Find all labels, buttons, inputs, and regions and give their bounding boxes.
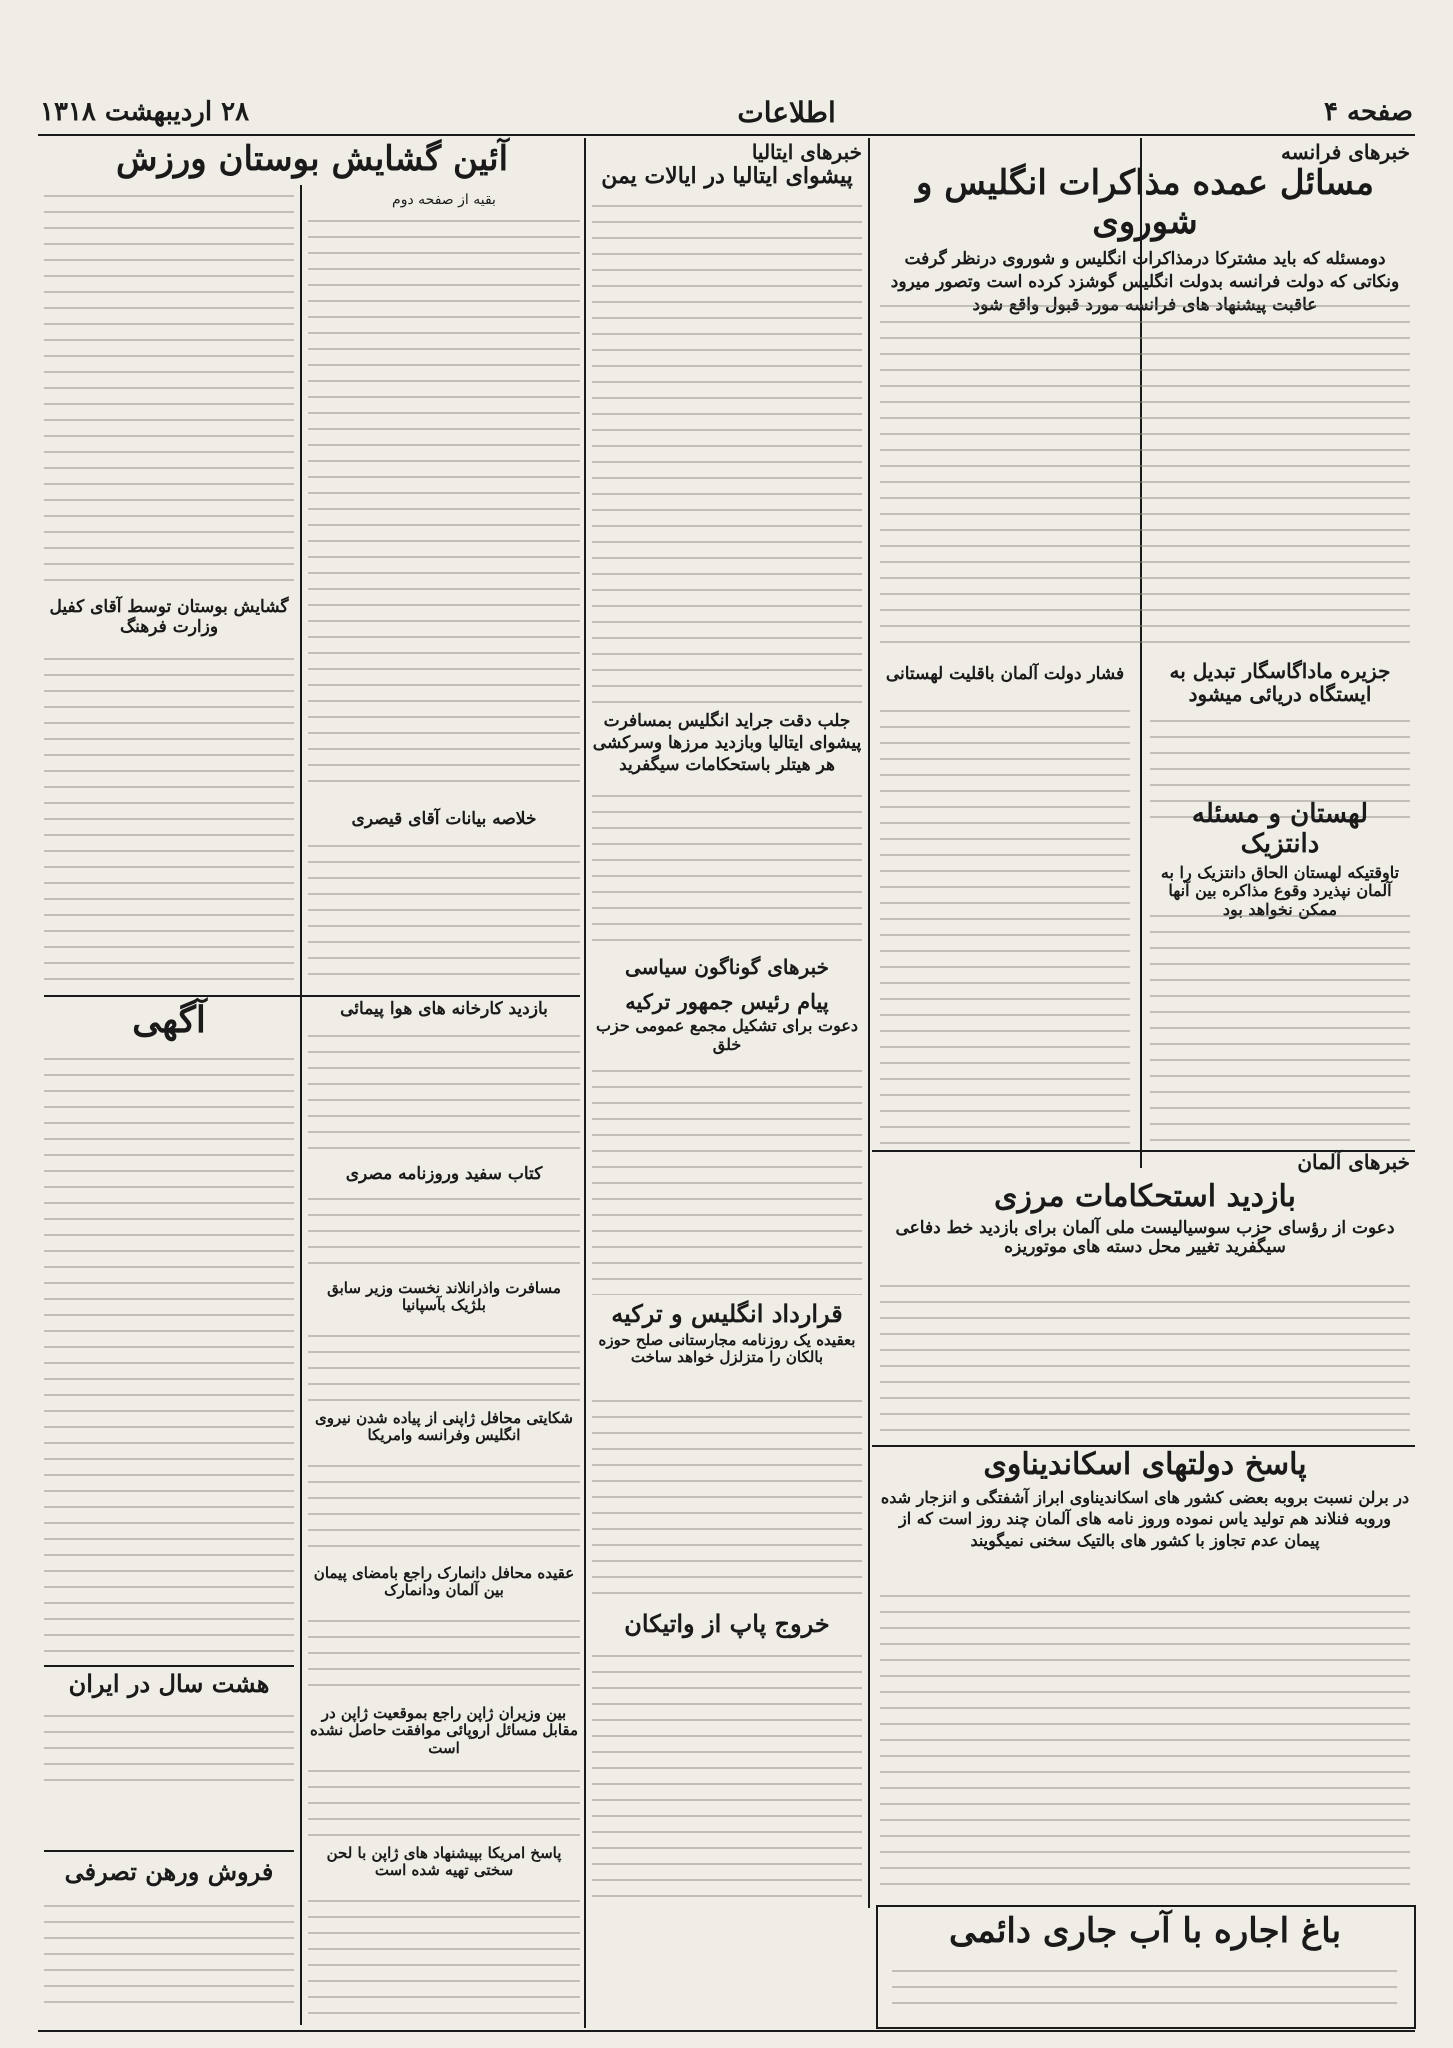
article-body [44,658,294,988]
garden-ad-title [880,1912,1410,1962]
minister-section [308,1705,580,1765]
headline: پیام رئیس جمهور ترکیه [625,989,829,1014]
subhead: دعوت برای تشکیل مجمع عمومی حزب خلق [595,1016,859,1054]
article-body [44,1715,294,1785]
article-body [308,1035,580,1160]
article-body [1150,915,1410,1145]
headline: پیشوای ایتالیا در ایالات یمن [601,163,853,189]
island-section [1150,660,1410,720]
headline: بازدید کارخانه های هوا پیمائی [340,999,548,1019]
pope-section [592,1610,862,1650]
subhead: در برلن نسبت بروبه بعضی کشور های اسکاندیناوی ابراز آشفتگی و انزجار شده وروبه فنلاند هم تولید یاس نموده وروز نامه های آلمان چند روز است که از پیمان عدم تجاوز با کشور های بالتیک سخنی نمیگویند [880,1487,1410,1550]
sport-continued [308,192,580,216]
section-rule [44,1665,294,1667]
headline: هشت سال در ایران [68,1669,270,1698]
headline: گشایش بوستان توسط آقای کفیل وزارت فرهنگ [49,597,289,637]
scandinavia-section [880,1448,1410,1588]
article-body [44,1058,294,1658]
column-divider [300,185,302,2025]
masthead-rule [38,134,1415,136]
headline: بین وزیران ژاپن راجع بموقعیت ژاپن در مقابل مسائل اروپائی موافقت حاصل نشده است [309,1704,579,1757]
continued-note: بقیه از صفحه دوم [392,192,496,208]
headline: شکایتی محافل ژاپنی از پیاده شدن نیروی انگلیس وفرانسه وامریکا [314,1409,574,1445]
germany-section [880,1150,1410,1280]
section-tag: خبرهای گوناگون سیاسی [624,955,830,979]
headline: بازدید استحکامات مرزی [994,1179,1296,1214]
subhead: تاوقتیکه لهستان الحاق دانتزیک را به آلمان نپذیرد وقوع مذاکره بین آنها ممکن نخواهد بود [1160,862,1400,919]
eight-years-section [44,1670,294,1710]
article-body [592,1655,862,1900]
article-body [308,845,580,985]
park-section [44,598,294,653]
minority-section [880,665,1130,705]
denmark-section [308,1565,580,1615]
danzig-section [1150,799,1410,919]
subhead: دعوت از رؤسای حزب سوسیالیست ملی آلمان برای بازدید خط دفاعی سیگفرید تغییر محل دسته های موتوریزه [895,1217,1395,1258]
america-section [308,1845,580,1895]
headline: پاسخ امریکا بپیشنهاد های ژاپن با لحن سختی تهیه شده است [326,1844,562,1880]
agreement-section [592,1300,862,1390]
japan-section [308,1410,580,1460]
headline: آئین گشایش بوستان ورزش [115,139,509,179]
factory-section [308,1000,580,1030]
headline: فروش ورهن تصرفی [64,1857,274,1886]
article-body [308,1335,580,1405]
subhead: بعقیده یک روزنامه مجارستانی صلح حوزه بالکان را متزلزل خواهد ساخت [598,1330,856,1366]
headline: عقیده محافل دانمارک راجع بامضای پیمان بین آلمان ودانمارک [313,1564,575,1600]
headline: فشار دولت آلمان باقلیت لهستانی [885,664,1125,684]
headline: جلب دقت جراید انگلیس بمسافرت پیشوای ایتالیا وبازدید مرزها وسرکشی هر هیتلر باستحکامات سیگفرید [592,711,862,776]
poland-section [308,1280,580,1330]
column-divider [868,138,870,1908]
section-rule [44,995,580,997]
article-body [308,1620,580,1700]
article-body [44,195,294,585]
article-body [592,1070,862,1295]
speech-section [308,810,580,840]
article-body [892,1970,1397,2018]
france-section [880,140,1410,316]
headline: مسافرت واذرانلاند نخست وزیر سابق بلژیک بآسپانیا [327,1279,561,1315]
article-body [308,1465,580,1560]
article-body [880,1595,1410,1895]
bottom-rule [38,2030,1415,2032]
ad-section [44,1000,294,1050]
issue-date: ۲۸ اردیبهشت ۱۳۱۸ [40,97,250,127]
italy-section [592,140,862,200]
article-body [880,710,1130,1150]
headline: باغ اجاره با آب جاری دائمی [948,1911,1342,1951]
page-number: صفحه ۴ [1324,97,1413,127]
article-body [592,205,862,705]
article-body [308,1900,580,2020]
article-body [880,305,1410,655]
headline: مسائل عمده مذاکرات انگلیس و شوروی [916,163,1374,243]
headline: لهستان و مسئله دانتزیک [1191,799,1369,859]
whitebook-section [308,1165,580,1195]
italy2-section [592,710,862,790]
article-body [592,1400,862,1600]
headline: کتاب سفید وروزنامه مصری [345,1164,543,1184]
article-body [880,1285,1410,1440]
article-body [308,1770,580,1840]
headline: خلاصه بیانات آقای قیصری [351,809,537,829]
headline: جزیره ماداگاسگار تبدیل به ایستگاه دریائی میشود [1169,659,1391,706]
masthead [40,92,1413,132]
sale-section [44,1858,294,1898]
column-divider [584,138,586,2028]
section-rule [44,1850,294,1852]
paper-name: اطلاعات [737,95,836,129]
article-body [44,1905,294,2015]
article-body [308,1198,580,1278]
various-section [592,955,862,985]
headline: خروج پاپ از واتیکان [624,1609,830,1638]
section-tag: خبرهای ایتالیا [751,140,862,164]
headline: پاسخ دولتهای اسکاندیناوی [983,1447,1307,1482]
sport-section [44,140,580,185]
section-tag: خبرهای آلمان [1297,1150,1410,1174]
headline: آگهی [132,999,206,1041]
turkey-section [592,990,862,1060]
subhead: دومسئله که باید مشترکا درمذاکرات انگلیس و شوروی درنظر گرفت ونکاتی که دولت فرانسه بدولت انگلیس گوشزد کرده است وتصور میرود عاقبت پیشنهاد های فرانسه مورد قبول واقع شود [890,249,1400,316]
headline: قرارداد انگلیس و ترکیه [611,1299,843,1328]
article-body [308,220,580,795]
section-tag: خبرهای فرانسه [1281,140,1410,164]
article-body [592,795,862,945]
